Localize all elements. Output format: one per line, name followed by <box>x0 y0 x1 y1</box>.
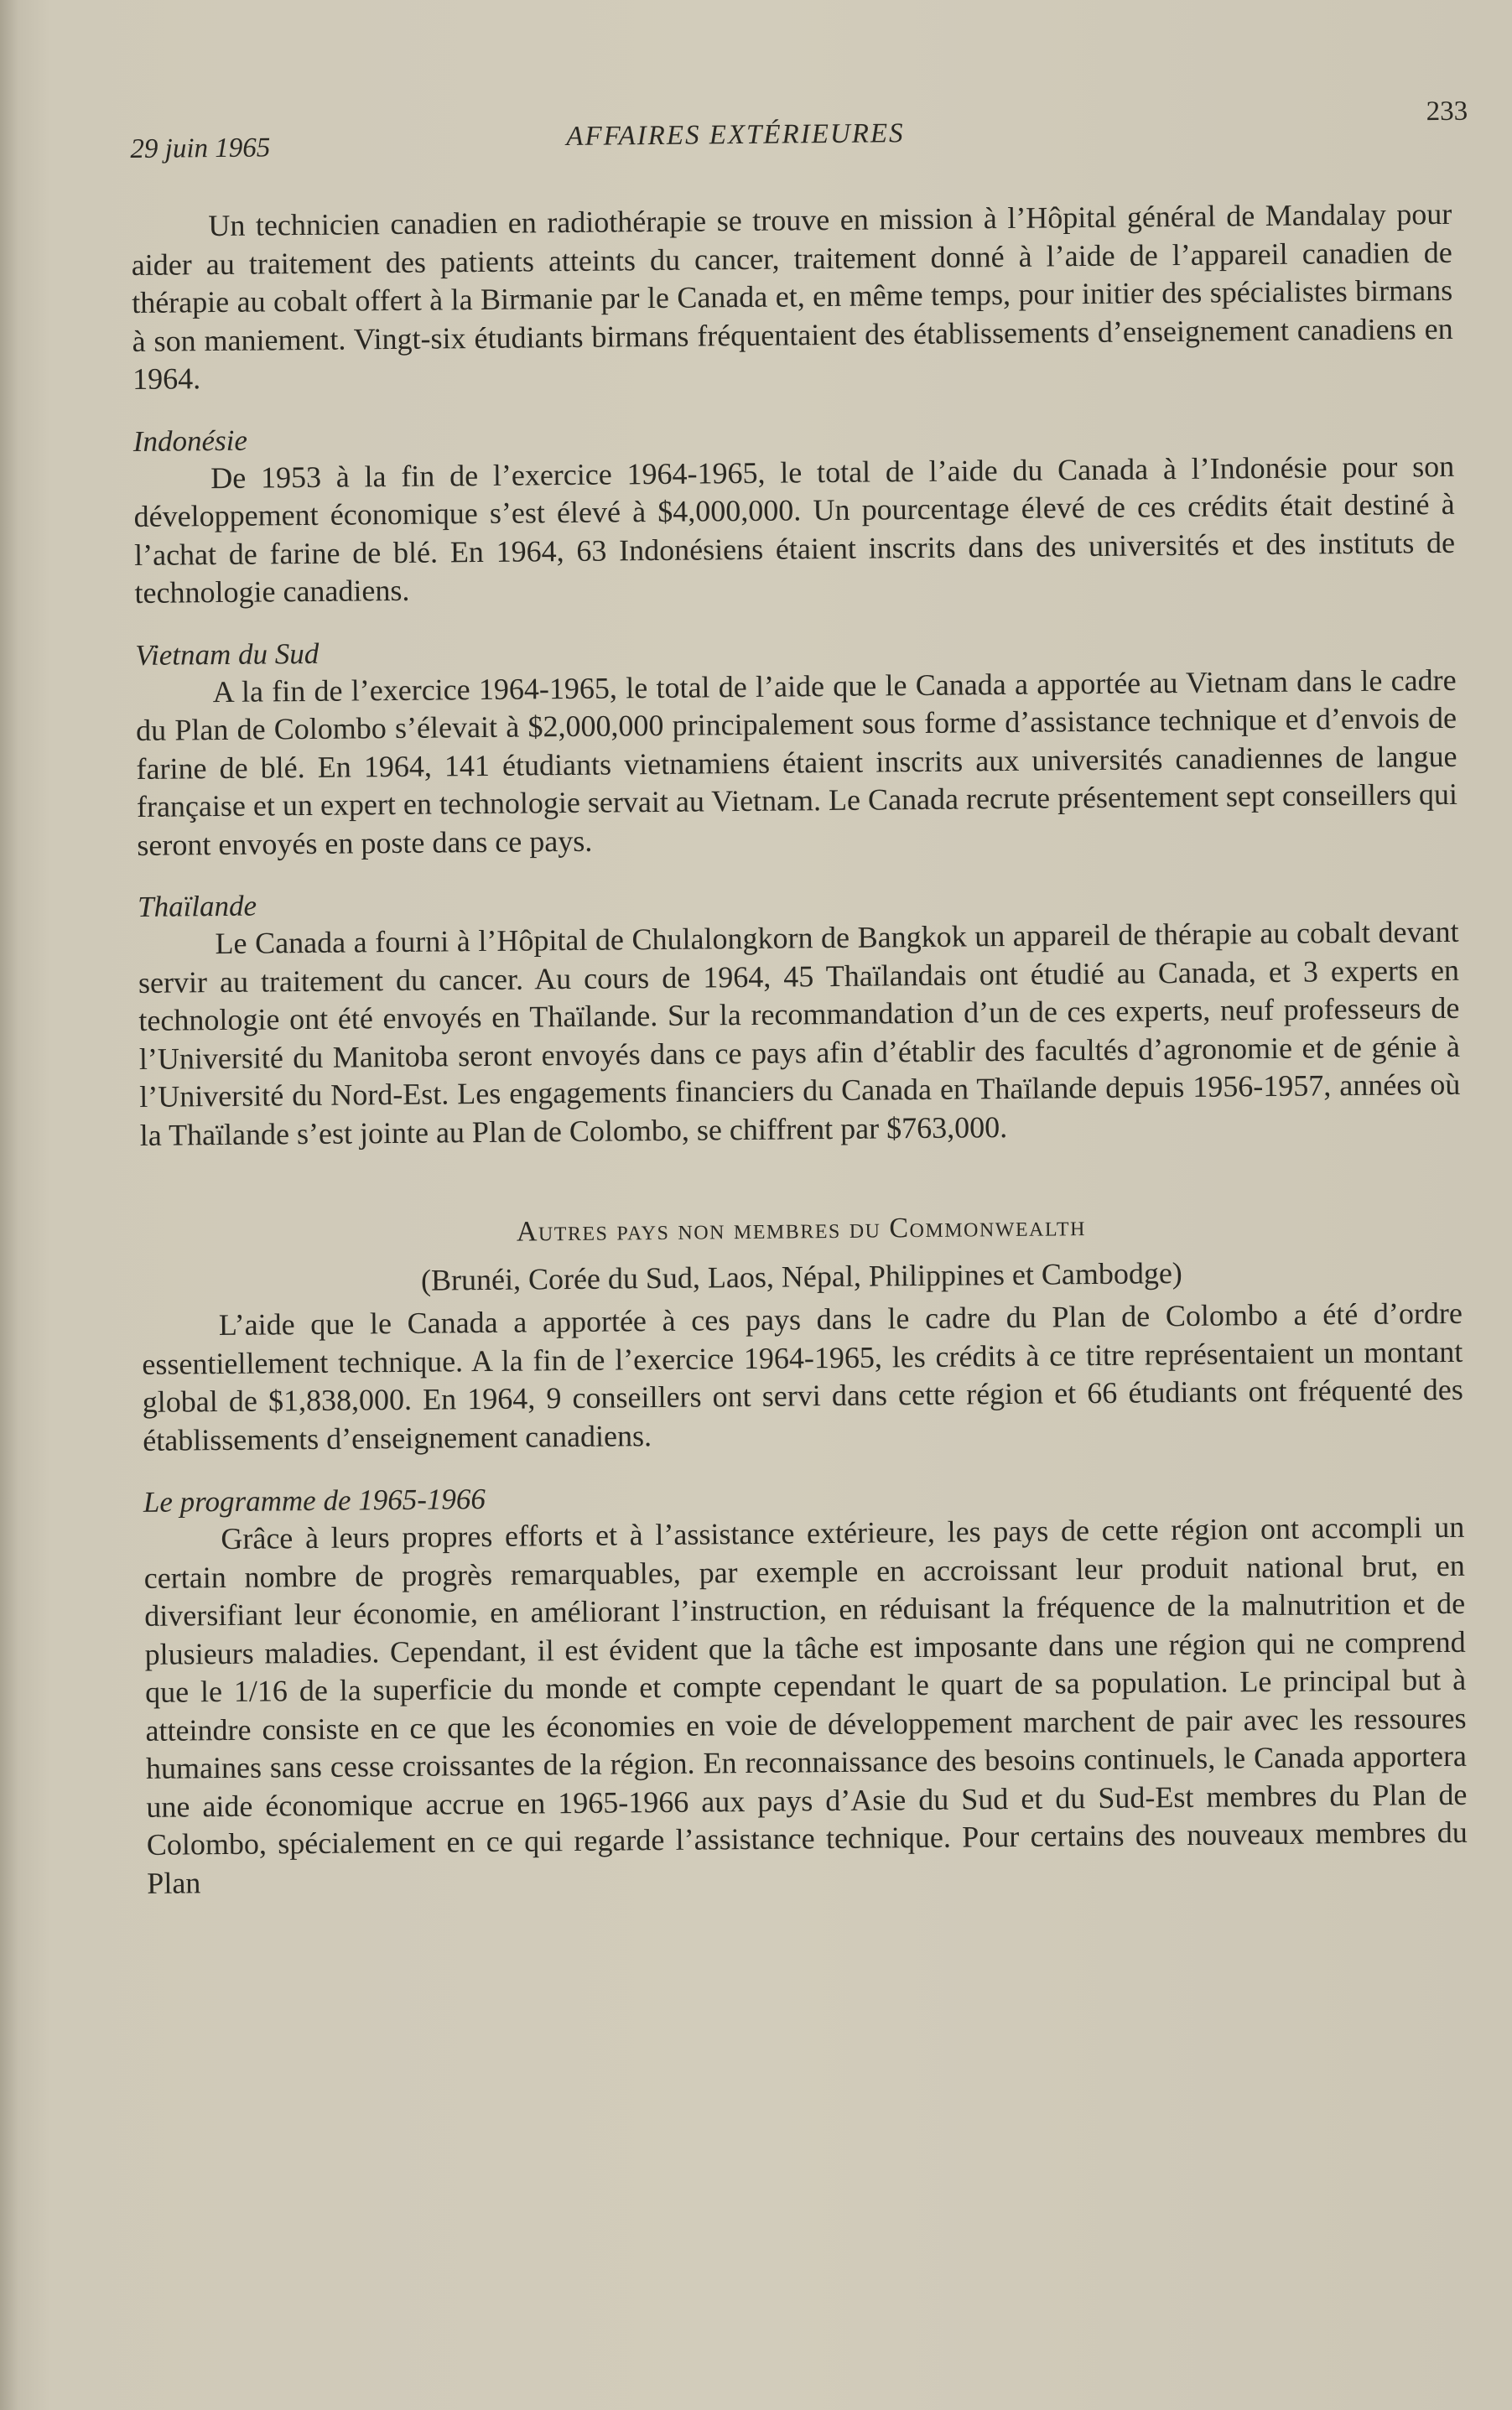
running-header <box>130 96 1468 168</box>
paragraph-autres-pays: L’aide que le Canada a apportée à ces pays dans le cadre du Plan de Colombo a été d’ordre essentiellement technique. A la fin de l’exercice 1964-1965, les crédits à ce titre représentaient un montant global de $1,838,000. En 1964, 9 conseillers ont servi dans cette région et 66 étudiants ont fréquenté des établissements d’enseignement canadiens. <box>142 1296 1463 1457</box>
intro-paragraph: Un technicien canadien en radiothérapie se trouve en mission à l’Hôpital général de Mandalay pour aider au traitement des patients atteints du cancer, traitement donné à l’aide de l’appareil canadien de thérapie au cobalt offert à la Birmanie par le Canada et, en même temps, pour initier des spécialistes birmans à son maniement. Vingt-six étudiants birmans fréquentaient des établissements d’enseignement canadiens en 1964. <box>131 196 1453 396</box>
paragraph-indonesie: De 1953 à la fin de l’exercice 1964-1965, le total de l’aide du Canada à l’Indonésie pour son développement économique s’est élevé à $4,000,000. Un pourcentage élevé de ces crédits était destiné à l’achat de farine de blé. En 1964, 63 Indonésiens étaient inscrits dans des universités et des instituts de technologie canadiens. <box>133 449 1456 610</box>
section-heading-vietnam: Vietnam du Sud <box>135 636 320 672</box>
header-title: AFFAIRES EXTÉRIEURES <box>566 118 905 153</box>
paragraph-vietnam: A la fin de l’exercice 1964-1965, le total de l’aide que le Canada a apportée au Vietnam dans le cadre du Plan de Colombo s’élevait à $2,000,000 principalement sous forme d’assistance technique et d’envois de farine de blé. En 1964, 141 étudiants vietnamiens étaient inscrits aux universités canadiennes de langue française et un expert en technologie servait au Vietnam. Le Canada recrute présentement sept conseillers qui seront envoyés en poste dans ce pays. <box>135 662 1458 862</box>
section-heading-autres-pays: Autres pays non membres du Commonwealth <box>516 1211 1087 1248</box>
section-heading-indonesie: Indonésie <box>132 423 248 458</box>
body-text <box>131 195 1468 1903</box>
section-heading-thailande: Thaïlande <box>137 889 257 923</box>
paragraph-programme: Grâce à leurs propres efforts et à l’assistance extérieure, les pays de cette région ont accompli un certain nombre de progrès remarquables, par exemple en accroissant leur produit national brut, en diversifiant leur économie, en améliorant l’instruction, en réduisant la fréquence de la malnutrition et de plusieurs maladies. Cependant, il est évident que la tâche est imposante dans une région qui ne comprend que le 1/16 de la superficie du monde et compte cependant le quart de sa population. Le principal but à atteindre consiste en ce que les économies en voie de développement marchent de pair avec les ressoures humaines sans cesse croissantes de la région. En reconnaissance des besoins continuels, le Canada apportera une aide économique accrue en 1965-1966 aux pays d’Asie du Sud et du Sud-Est membres du Plan de Colombo, spécialement en ce qui regarde l’assistance technique. Pour certains des nouveaux membres du Plan <box>143 1509 1468 1900</box>
page-content <box>130 96 1468 1903</box>
header-date: 29 juin 1965 <box>130 132 271 164</box>
paragraph-thailande: Le Canada a fourni à l’Hôpital de Chulalongkorn de Bangkok un appareil de thérapie au cobalt devant servir au traitement du cancer. Au cours de 1964, 45 Thaïlandais ont étudié au Canada, et 3 experts en technologie ont été envoyés en Thaïlande. Sur la recommandation d’un de ces experts, neuf professeurs de l’Université du Manitoba seront envoyés dans ce pays afin d’établir des facultés d’agronomie et de génie à l’Université du Nord-Est. Les engagements financiers du Canada en Thaïlande depuis 1956-1957, années où la Thaïlande s’est jointe au Plan de Colombo, se chiffrent par $763,000. <box>138 914 1461 1152</box>
section-heading-programme: Le programme de 1965-1966 <box>143 1483 486 1519</box>
page-number: 233 <box>1426 96 1468 127</box>
section-subheading-autres-pays: (Brunéi, Corée du Sud, Laos, Népal, Philippines et Cambodge) <box>420 1256 1182 1297</box>
